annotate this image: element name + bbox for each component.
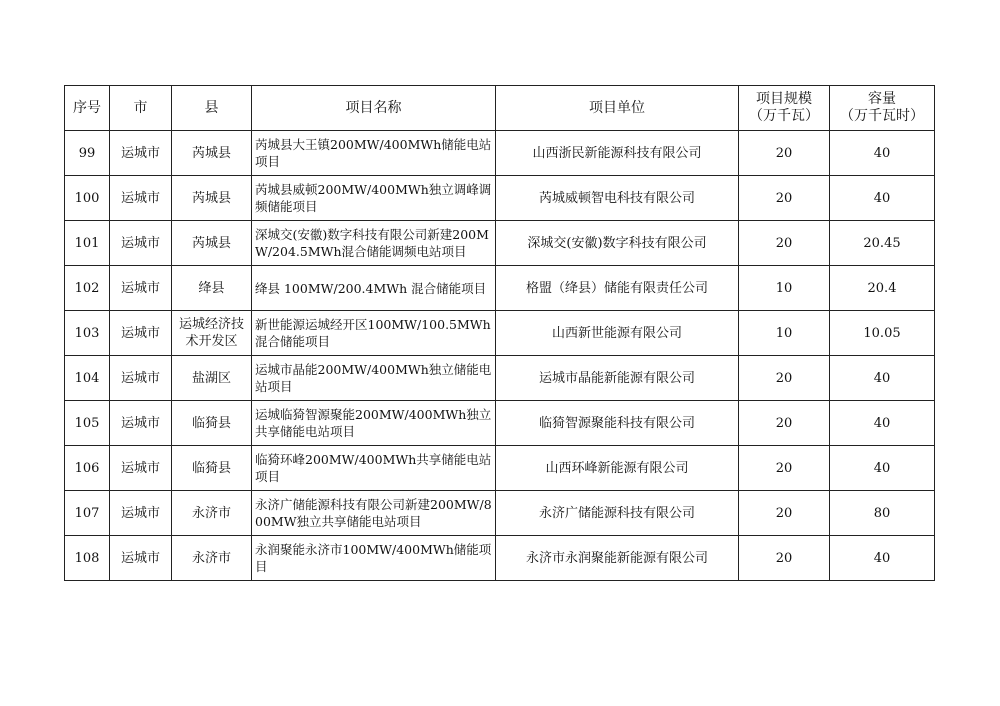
cell-project-name: 深城交(安徽)数字科技有限公司新建200MW/204.5MWh混合储能调频电站项目	[252, 221, 496, 266]
table-row	[65, 266, 935, 311]
cell-county-line1: 芮城县	[191, 235, 231, 251]
cell-capacity: 10.05	[830, 311, 935, 356]
cell-county	[172, 131, 252, 176]
cell-county	[172, 491, 252, 536]
header-capacity-line1: 容量	[868, 91, 896, 107]
cell-scale: 20	[739, 131, 830, 176]
cell-county-line1: 临猗县	[191, 460, 231, 476]
cell-city: 运城市	[110, 401, 172, 446]
cell-project-name: 芮城县大王镇200MW/400MWh储能电站项目	[252, 131, 496, 176]
cell-scale: 20	[739, 356, 830, 401]
cell-scale: 20	[739, 446, 830, 491]
cell-city: 运城市	[110, 536, 172, 581]
cell-scale: 20	[739, 536, 830, 581]
cell-capacity: 40	[830, 401, 935, 446]
cell-seq: 103	[65, 311, 110, 356]
cell-project-name: 永润聚能永济市100MW/400MWh储能项目	[252, 536, 496, 581]
header-capacity-line2: （万千瓦时）	[840, 108, 924, 124]
header-scale-line2: （万千瓦）	[749, 108, 819, 124]
cell-project-unit: 永济广储能源科技有限公司	[496, 491, 739, 536]
cell-county-line1: 绛县	[198, 280, 225, 296]
header-capacity	[830, 86, 935, 131]
cell-seq: 104	[65, 356, 110, 401]
cell-seq: 106	[65, 446, 110, 491]
cell-scale: 10	[739, 311, 830, 356]
table-row	[65, 356, 935, 401]
cell-county	[172, 266, 252, 311]
cell-seq: 100	[65, 176, 110, 221]
cell-capacity: 20.4	[830, 266, 935, 311]
cell-project-unit: 格盟（绛县）储能有限责任公司	[496, 266, 739, 311]
cell-capacity: 40	[830, 536, 935, 581]
header-county: 县	[172, 86, 252, 131]
cell-project-name: 临猗环峰200MW/400MWh共享储能电站项目	[252, 446, 496, 491]
cell-project-unit: 临猗智源聚能科技有限公司	[496, 401, 739, 446]
cell-project-unit: 山西浙民新能源科技有限公司	[496, 131, 739, 176]
cell-capacity: 40	[830, 176, 935, 221]
cell-project-unit: 山西新世能源有限公司	[496, 311, 739, 356]
cell-county-line1: 盐湖区	[191, 370, 231, 386]
header-project-unit: 项目单位	[496, 86, 739, 131]
header-scale	[739, 86, 830, 131]
table-row	[65, 536, 935, 581]
cell-project-name: 永济广储能源科技有限公司新建200MW/800MW独立共享储能电站项目	[252, 491, 496, 536]
cell-city: 运城市	[110, 446, 172, 491]
table-row	[65, 221, 935, 266]
cell-city: 运城市	[110, 356, 172, 401]
cell-county	[172, 536, 252, 581]
cell-seq: 108	[65, 536, 110, 581]
header-project-name: 项目名称	[252, 86, 496, 131]
project-table-container	[64, 85, 934, 581]
table-header-row	[65, 86, 935, 131]
cell-project-unit: 山西环峰新能源有限公司	[496, 446, 739, 491]
cell-scale: 10	[739, 266, 830, 311]
cell-scale: 20	[739, 221, 830, 266]
table-row	[65, 131, 935, 176]
cell-city: 运城市	[110, 131, 172, 176]
cell-seq: 101	[65, 221, 110, 266]
cell-city: 运城市	[110, 176, 172, 221]
cell-city: 运城市	[110, 266, 172, 311]
cell-county-line1: 永济市	[191, 550, 231, 566]
cell-city: 运城市	[110, 311, 172, 356]
table-row	[65, 311, 935, 356]
cell-county-line2: 术开发区	[185, 334, 238, 349]
cell-county	[172, 221, 252, 266]
header-scale-line1: 项目规模	[756, 91, 812, 107]
cell-project-name: 新世能源运城经开区100MW/100.5MWh混合储能项目	[252, 311, 496, 356]
cell-capacity: 40	[830, 131, 935, 176]
cell-county	[172, 176, 252, 221]
cell-scale: 20	[739, 491, 830, 536]
cell-project-unit: 永济市永润聚能新能源有限公司	[496, 536, 739, 581]
table-row	[65, 491, 935, 536]
cell-capacity: 20.45	[830, 221, 935, 266]
cell-project-name: 芮城县威顿200MW/400MWh独立调峰调频储能项目	[252, 176, 496, 221]
cell-county-line1: 运城经济技	[178, 317, 244, 332]
cell-county-line1: 芮城县	[191, 190, 231, 206]
energy-storage-project-table	[64, 85, 935, 581]
cell-county	[172, 446, 252, 491]
cell-city: 运城市	[110, 491, 172, 536]
cell-capacity: 80	[830, 491, 935, 536]
cell-city: 运城市	[110, 221, 172, 266]
cell-county-line1: 芮城县	[191, 145, 231, 161]
cell-project-name: 运城市晶能200MW/400MWh独立储能电站项目	[252, 356, 496, 401]
cell-project-unit: 深城交(安徽)数字科技有限公司	[496, 221, 739, 266]
cell-seq: 102	[65, 266, 110, 311]
cell-county	[172, 356, 252, 401]
cell-county-line1: 永济市	[191, 505, 231, 521]
cell-project-name: 运城临猗智源聚能200MW/400MWh独立共享储能电站项目	[252, 401, 496, 446]
cell-county	[172, 401, 252, 446]
cell-scale: 20	[739, 176, 830, 221]
cell-seq: 105	[65, 401, 110, 446]
cell-project-name: 绛县 100MW/200.4MWh 混合储能项目	[252, 266, 496, 311]
cell-seq: 107	[65, 491, 110, 536]
header-seq: 序号	[65, 86, 110, 131]
cell-scale: 20	[739, 401, 830, 446]
table-row	[65, 446, 935, 491]
cell-project-unit: 芮城威顿智电科技有限公司	[496, 176, 739, 221]
table-row	[65, 401, 935, 446]
header-city: 市	[110, 86, 172, 131]
table-row	[65, 176, 935, 221]
cell-county	[172, 311, 252, 356]
cell-county-line1: 临猗县	[191, 415, 231, 431]
cell-project-unit: 运城市晶能新能源有限公司	[496, 356, 739, 401]
cell-capacity: 40	[830, 356, 935, 401]
cell-capacity: 40	[830, 446, 935, 491]
cell-seq: 99	[65, 131, 110, 176]
